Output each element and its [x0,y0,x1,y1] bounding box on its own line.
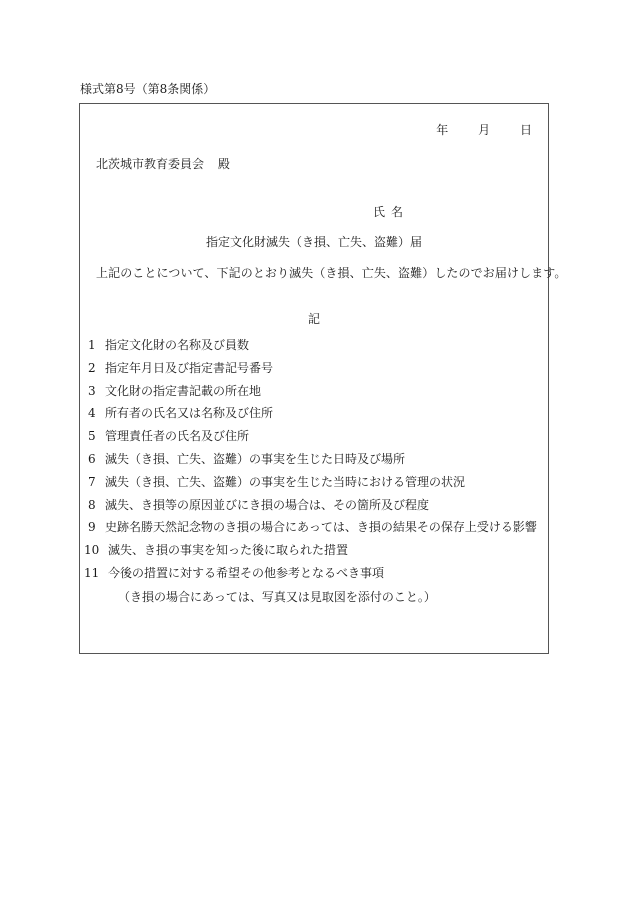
item-text: 滅失（き損、亡失、盗難）の事実を生じた日時及び場所 [105,451,406,466]
item-text: 滅失、き損等の原因並びにき損の場合は、その箇所及び程度 [105,497,430,512]
item-text: 管理責任者の氏名及び住所 [105,429,250,444]
item-number: 7 [88,474,96,489]
item-number: 2 [88,360,96,375]
date-line [436,121,532,138]
item-text: 指定文化財の名称及び員数 [105,338,250,352]
item-number: 6 [88,451,96,466]
attachment-note: （き損の場合にあっては、写真又は見取図を添付のこと。） [118,590,436,604]
item-text: 所有者の氏名又は名称及び住所 [105,406,274,421]
addressee-honorific: 殿 [217,157,230,171]
date-year-label: 年 [436,123,449,137]
item-text: 滅失（き損、亡失、盗難）の事実を生じた当時における管理の状況 [105,474,466,489]
item-text: 文化財の指定書記載の所在地 [105,383,262,398]
item-number: 9 [88,520,96,535]
addressee-line [96,155,230,172]
document-title: 指定文化財滅失（き損、亡失、盗難）届 [205,235,422,249]
form-number-label: 様式第8号（第8条関係） [80,82,216,96]
item-text: 指定年月日及び指定書記号番号 [105,360,274,375]
addressee-name: 北茨城市教育委員会 [96,157,205,171]
item-number: 11 [84,565,100,580]
item-number: 4 [88,406,96,421]
form-frame [79,103,567,654]
item-number: 3 [88,383,96,398]
intro-paragraph: 上記のことについて、下記のとおり滅失（き損、亡失、盗難）したのでお届けします。 [96,266,567,280]
item-text: 今後の措置に対する希望その他参考となるべき事項 [108,565,385,580]
item-number: 10 [84,543,100,558]
item-text: 滅失、き損の事実を知った後に取られた措置 [108,543,349,558]
item-number: 5 [88,429,96,444]
ki-heading: 記 [307,312,320,326]
date-day-label: 日 [519,123,532,137]
applicant-name-label: 氏名 [373,205,410,219]
item-number: 1 [88,338,96,352]
date-month-label: 月 [478,123,491,137]
item-number: 8 [88,497,96,512]
item-text: 史跡名勝天然記念物のき損の場合にあっては、き損の結果その保存上受ける影響 [105,520,537,535]
